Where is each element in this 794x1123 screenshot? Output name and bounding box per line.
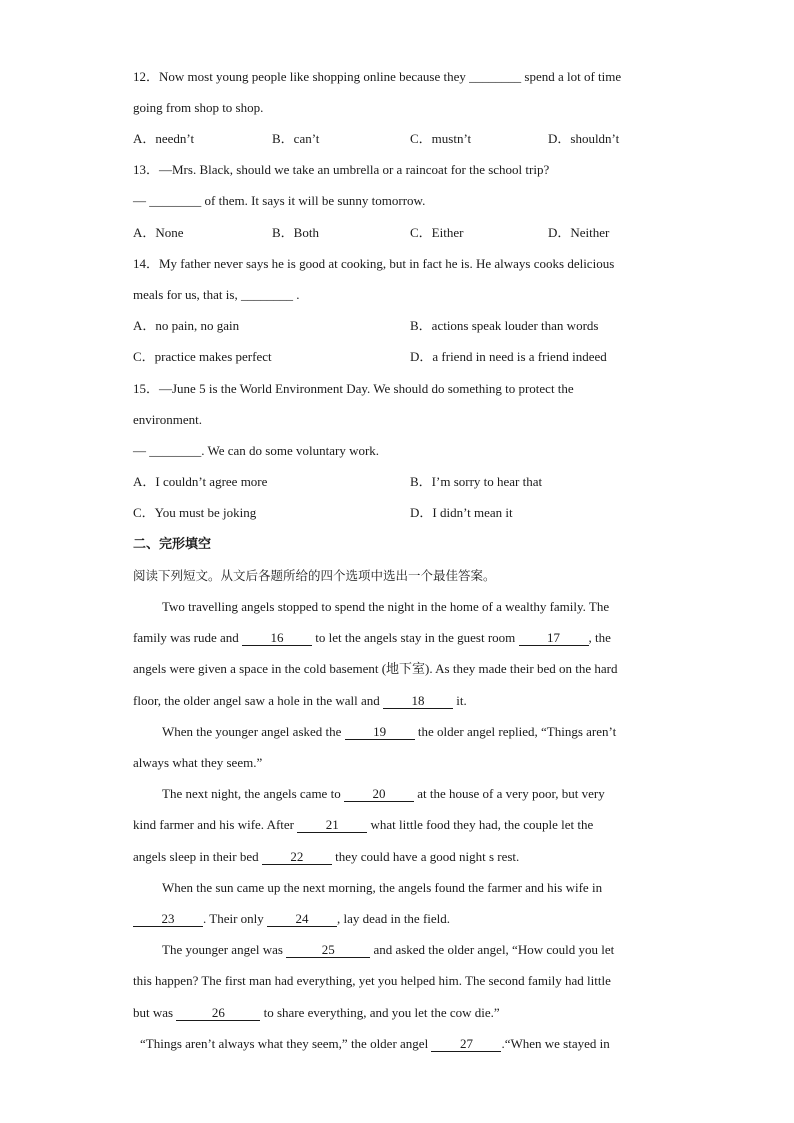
- blank-23: 23: [133, 912, 203, 927]
- passage-text: “Things aren’t always what they seem,” the older angel: [140, 1036, 432, 1051]
- passage-p5-line3: [133, 1005, 500, 1021]
- passage-text: they could have a good night s rest.: [331, 849, 520, 864]
- q14-stem-line2: meals for us, that is, ________ .: [133, 287, 300, 302]
- q13-stem-line1: 13．—Mrs. Black, should we take an umbrella or a raincoat for the school trip?: [133, 162, 550, 177]
- blank-16: 16: [242, 631, 312, 646]
- blank-27: 27: [431, 1037, 501, 1052]
- passage-text: When the younger angel asked the: [162, 724, 345, 739]
- passage-text: the older angel replied, “Things aren’t: [414, 724, 617, 739]
- passage-text: and asked the older angel, “How could you let: [370, 942, 615, 957]
- q15-option-d: D．I didn’t mean it: [410, 505, 513, 520]
- q12-stem-line2: going from shop to shop.: [133, 100, 264, 115]
- passage-text: The younger angel was: [162, 942, 287, 957]
- passage-text: but was: [133, 1005, 177, 1020]
- passage-text: to let the angels stay in the guest room: [312, 630, 519, 645]
- q15-option-c: C．You must be joking: [133, 505, 257, 520]
- passage-text: .“When we stayed in: [501, 1036, 610, 1051]
- q15-stem-line3: — ________. We can do some voluntary work.: [133, 443, 380, 458]
- q15-stem-line2: environment.: [133, 412, 202, 427]
- q13-option-d: D．Neither: [548, 225, 610, 240]
- passage-p5-line1: [162, 942, 614, 958]
- passage-text: The next night, the angels came to: [162, 786, 344, 801]
- passage-p1-line3: angels were given a space in the cold basement (地下室). As they made their bed on the hard: [133, 661, 618, 676]
- passage-p3-line2: [133, 817, 593, 833]
- passage-text: , lay dead in the field.: [337, 911, 451, 926]
- blank-22: 22: [262, 850, 332, 865]
- passage-text: to share everything, and you let the cow die.”: [260, 1005, 500, 1020]
- passage-p1-line2: [133, 630, 611, 646]
- q13-option-c: C．Either: [410, 225, 464, 240]
- blank-25: 25: [286, 943, 370, 958]
- blank-18: 18: [383, 694, 453, 709]
- passage-p2-line2: always what they seem.”: [133, 755, 263, 770]
- q15-option-a: A．I couldn’t agree more: [133, 474, 268, 489]
- q15-option-b: B．I’m sorry to hear that: [410, 474, 543, 489]
- passage-text: at the house of a very poor, but very: [413, 786, 605, 801]
- passage-p6-line1: [140, 1036, 610, 1052]
- passage-p1-line1: Two travelling angels stopped to spend the night in the home of a wealthy family. The: [162, 599, 610, 614]
- blank-20: 20: [344, 787, 414, 802]
- passage-text: , the: [588, 630, 611, 645]
- passage-text: . Their only: [203, 911, 268, 926]
- q12-stem-line1: 12．Now most young people like shopping online because they ________ spend a lot of time: [133, 69, 622, 84]
- q15-stem-line1: 15．—June 5 is the World Environment Day. We should do something to protect the: [133, 381, 574, 396]
- q12-option-c: C．mustn’t: [410, 131, 472, 146]
- q12-option-a: A．needn’t: [133, 131, 195, 146]
- passage-p1-line4: [133, 693, 467, 709]
- section-instruction: 阅读下列短文。从文后各题所给的四个选项中选出一个最佳答案。: [133, 568, 496, 583]
- blank-26: 26: [176, 1006, 260, 1021]
- blank-21: 21: [297, 818, 367, 833]
- q12-option-b: B．can’t: [272, 131, 320, 146]
- passage-p3-line1: [162, 786, 605, 802]
- passage-text: angels sleep in their bed: [133, 849, 262, 864]
- q13-option-b: B．Both: [272, 225, 319, 240]
- blank-19: 19: [345, 725, 415, 740]
- passage-text: it.: [453, 693, 467, 708]
- q14-option-b: B．actions speak louder than words: [410, 318, 599, 333]
- passage-p2-line1: [162, 724, 616, 740]
- passage-text: kind farmer and his wife. After: [133, 817, 298, 832]
- section-title: 二、完形填空: [133, 537, 212, 552]
- passage-text: what little food they had, the couple let the: [367, 817, 594, 832]
- passage-p3-line3: [133, 849, 519, 865]
- q13-option-a: A．None: [133, 225, 184, 240]
- passage-p4-line1: When the sun came up the next morning, the angels found the farmer and his wife in: [162, 880, 603, 895]
- q14-option-d: D．a friend in need is a friend indeed: [410, 349, 607, 364]
- passage-p5-line2: this happen? The first man had everything, yet you helped him. The second family had little: [133, 973, 611, 988]
- q13-stem-line2: — ________ of them. It says it will be sunny tomorrow.: [133, 193, 426, 208]
- passage-text: family was rude and: [133, 630, 243, 645]
- passage-p4-line2: [133, 911, 450, 927]
- blank-24: 24: [267, 912, 337, 927]
- q14-option-c: C．practice makes perfect: [133, 349, 272, 364]
- q14-option-a: A．no pain, no gain: [133, 318, 240, 333]
- q14-stem-line1: 14．My father never says he is good at cooking, but in fact he is. He always cooks delicious: [133, 256, 615, 271]
- passage-text: floor, the older angel saw a hole in the wall and: [133, 693, 384, 708]
- q12-option-d: D．shouldn’t: [548, 131, 620, 146]
- blank-17: 17: [519, 631, 589, 646]
